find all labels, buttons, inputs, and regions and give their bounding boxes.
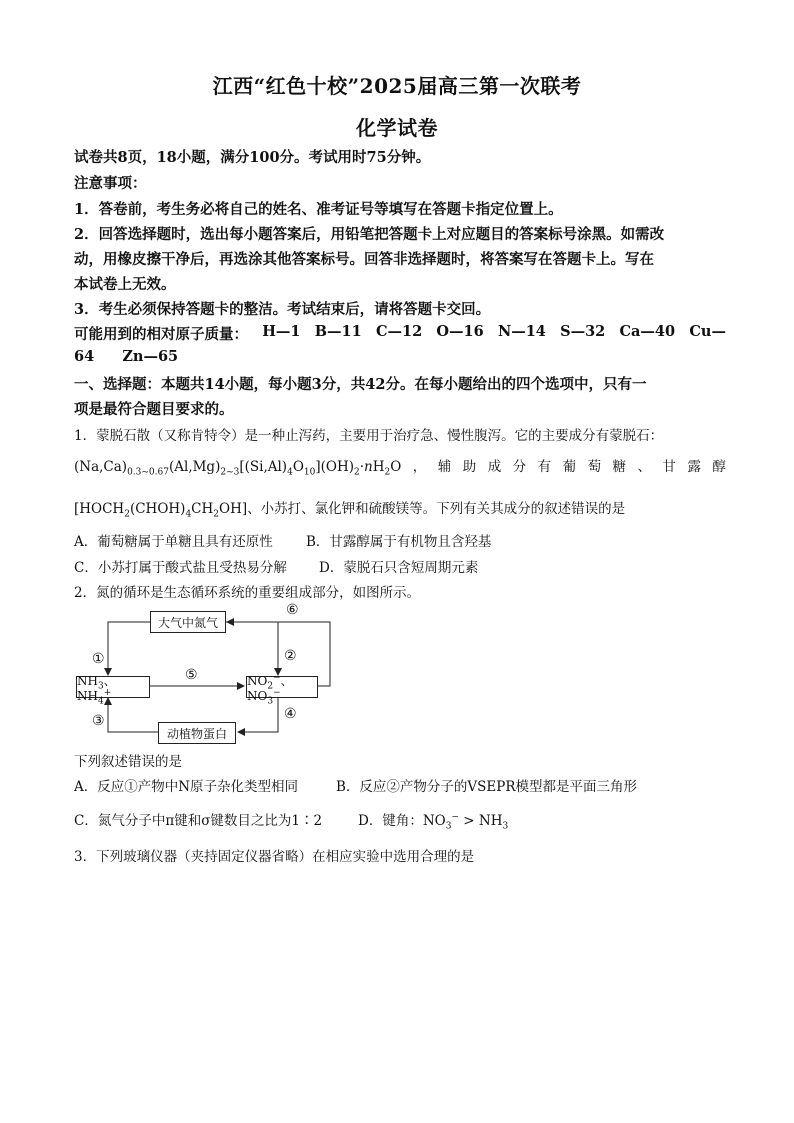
- q1-stem-c: [74, 497, 626, 520]
- arrow-3: [108, 698, 158, 732]
- box-ammonia: [76, 673, 150, 706]
- arrow-2: [226, 622, 278, 675]
- arrow-1: [108, 622, 150, 675]
- q1-word: 分: [512, 459, 527, 475]
- mass-cu: Cu—: [689, 323, 726, 340]
- q1-word: 甘: [662, 459, 676, 475]
- atomic-masses-label: 可能用到的相对原子质量：: [74, 326, 248, 343]
- mass-cu-value: 64: [74, 348, 95, 365]
- box-nitrite-nitrate: [246, 672, 318, 706]
- q1-word: 醇: [712, 459, 726, 475]
- mass-o: O—16: [436, 323, 484, 340]
- q1-word: 、: [637, 459, 652, 475]
- q1-word: 葡: [562, 459, 577, 475]
- q2-option-a[interactable]: A．反应①产物中N原子杂化类型相同: [74, 779, 299, 795]
- label-5: ⑤: [185, 667, 198, 683]
- notice-3: 3．考生必须保持答题卡的整洁。考试结束后，请将答题卡交回。: [74, 301, 491, 318]
- q1-word: 辅: [437, 459, 452, 475]
- exam-title: 江西“红色十校”2025届高三第一次联考: [212, 74, 582, 98]
- label-1: ①: [92, 651, 105, 667]
- q1-option-d[interactable]: D．蒙脱石只含短周期元素: [319, 560, 479, 576]
- box-protein-label: 动植物蛋白: [166, 726, 227, 741]
- q1-word: 糖: [612, 459, 627, 475]
- atomic-masses-cont: [74, 348, 178, 365]
- notice-2b: 动，用橡皮擦干净后，再选涂其他答案标号。回答非选择题时，将答案写在答题卡上。写在: [74, 251, 654, 268]
- notice-1: 1．答卷前，考生务必将自己的姓名、准考证号等填写在答题卡指定位置上。: [74, 201, 563, 218]
- q2-stem: 2．氮的循环是生态循环系统的重要组成部分，如图所示。: [74, 585, 421, 601]
- q1-stem-b-row: [74, 455, 726, 478]
- q2-option-c[interactable]: C．氮气分子中π键和σ键数目之比为1∶2: [74, 813, 323, 829]
- q1-stem-a: 1．蒙脱石散（又称肯特令）是一种止泻药，主要用于治疗急、慢性腹泻。它的主要成分有蒙脱石：: [74, 428, 664, 444]
- mass-ca: Ca—40: [619, 323, 676, 340]
- box-atmospheric-nitrogen: [150, 611, 226, 633]
- label-3: ③: [92, 713, 105, 729]
- box-ammonia-render: $NH_3$、$NH_4^+$: [77, 673, 116, 706]
- label-6: ⑥: [286, 602, 299, 618]
- q1-word: 成: [487, 459, 502, 475]
- q3-stem: 3．下列玻璃仪器（夹持固定仪器省略）在相应实验中选用合理的是: [74, 849, 475, 865]
- q2-question: 下列叙述错误的是: [74, 754, 182, 770]
- mass-c: C—12: [375, 323, 423, 340]
- mass-n: N—14: [497, 323, 546, 340]
- mass-zn: Zn—65: [122, 348, 179, 365]
- mass-h: H—1: [262, 323, 301, 340]
- q1-option-a[interactable]: A．葡萄糖属于单糖且具有还原性: [74, 534, 273, 550]
- q1-stem-c-render: $[HOCH_2(CHOH)_4CH_2OH]$、小苏打、氯化钾和硫酸镁等。下列有关其成分的叙述错误的是: [74, 501, 626, 520]
- box-protein: [158, 722, 236, 744]
- label-2: ②: [284, 648, 297, 664]
- q1-formula-render: $(Na,Ca)_{0.3\sim 0.67}(Al,Mg)_{2\sim 3}[(Si,Al)_4O_{10}](OH)_2\cdot nH_2O$: [74, 459, 402, 478]
- box-nitrite-nitrate-render: $NO_2^-$、$NO_3^-$: [247, 672, 293, 706]
- q2-option-b[interactable]: B．反应②产物分子的VSEPR模型都是平面三角形: [336, 779, 638, 795]
- q1-word: 有: [537, 459, 552, 475]
- label-4: ④: [284, 706, 297, 722]
- box-atmospheric-nitrogen-label: 大气中氮气: [157, 615, 218, 630]
- notice-2a: 2．回答选择题时，选出每小题答案后，用铅笔把答题卡上对应题目的答案标号涂黑。如需改: [74, 226, 665, 243]
- notice-title: 注意事项：: [74, 175, 147, 192]
- atomic-masses-row: [74, 323, 726, 344]
- mass-b: B—11: [314, 323, 362, 340]
- q2-option-d-render: D．键角：$NO_3^- > NH_3$: [358, 812, 509, 832]
- q1-word: ，: [412, 459, 427, 475]
- mass-s: S—32: [560, 323, 606, 340]
- section-1-heading-cont: 项是最符合题目要求的。: [74, 401, 234, 418]
- q1-word: 助: [462, 459, 477, 475]
- q1-word: 露: [687, 459, 701, 475]
- q1-word: 萄: [587, 459, 602, 475]
- q1-option-c[interactable]: C．小苏打属于酸式盐且受热易分解: [74, 560, 287, 576]
- section-1-heading: 一、选择题：本题共14小题，每小题3分，共42分。在每小题给出的四个选项中，只有一: [74, 376, 647, 393]
- exam-info: 试卷共8页，18小题，满分100分。考试用时75分钟。: [74, 149, 431, 166]
- exam-subtitle: 化学试卷: [356, 116, 438, 140]
- notice-2c: 本试卷上无效。: [74, 276, 176, 293]
- q2-option-d[interactable]: [358, 809, 509, 832]
- q1-option-b[interactable]: B．甘露醇属于有机物且含羟基: [306, 534, 492, 550]
